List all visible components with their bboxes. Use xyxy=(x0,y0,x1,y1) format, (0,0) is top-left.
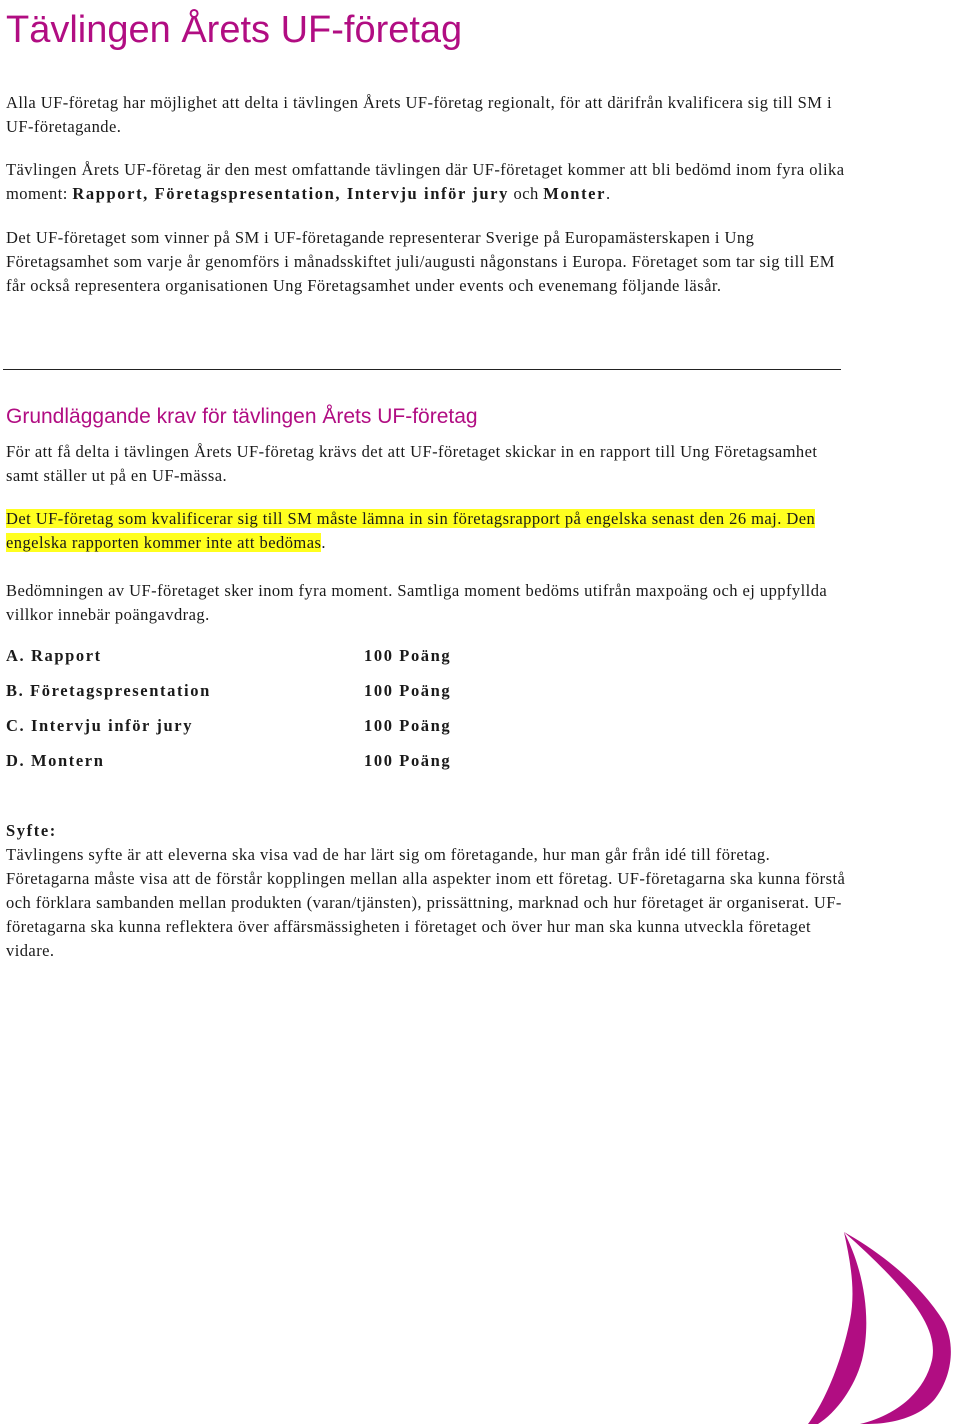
section-divider xyxy=(3,369,841,370)
score-row xyxy=(6,714,606,749)
requirements-paragraph: För att få delta i tävlingen Årets UF-företag krävs det att UF-företaget skickar in en rapport till Ung Företagsamhet samt ställer ut på en UF-mässa. xyxy=(6,442,818,485)
score-label: A. Rapport xyxy=(6,646,102,665)
intro-paragraph-2-text: Tävlingen Årets UF-företag är den mest omfattande tävlingen där UF-företaget kommer att bli bedömd inom fyra olika moment: xyxy=(6,160,845,203)
intro-section xyxy=(6,91,846,317)
score-label: B. Företagspresentation xyxy=(6,681,211,700)
moments-bold-list: Rapport, Företagspresentation, Intervju inför jury xyxy=(72,184,509,203)
intro-paragraph-2 xyxy=(6,158,846,206)
purpose-text: Tävlingens syfte är att eleverna ska visa vad de har lärt sig om företagande, hur man går från idé till företag. Företagarna måste visa att de förstår kopplingen mellan alla aspekter inom ett företag. UF-företagarna ska kunna förstå och förklara sambanden mellan produkten (varan/tjänsten), prissättning, marknad och hur företaget är organiserat. UF-företagarna ska kunna reflektera över affärsmässigheten i företaget och över hur man ska kunna utveckla företaget vidare. xyxy=(6,845,846,960)
highlighted-text: Det UF-företag som kvalificerar sig till SM måste lämna in sin företagsrapport på engelska senast den 26 maj. Den engelska rapporten kommer inte att bedömas xyxy=(6,509,816,552)
intro-paragraph-1: Alla UF-företag har möjlighet att delta i tävlingen Årets UF-företag regionalt, för att därifrån kvalificera sig till SM i UF-företagande. xyxy=(6,93,833,136)
highlighted-text-end: . xyxy=(321,533,326,552)
english-report-notice xyxy=(6,507,846,555)
score-points: 100 Poäng xyxy=(364,716,452,735)
assessment-paragraph: Bedömningen av UF-företaget sker inom fyra moment. Samtliga moment bedöms utifrån maxpoäng och ej uppfyllda villkor innebär poängavdrag. xyxy=(6,581,828,624)
page-title: Tävlingen Årets UF-företag xyxy=(6,9,463,51)
score-label: D. Montern xyxy=(6,751,105,770)
score-row xyxy=(6,679,606,714)
score-label: C. Intervju inför jury xyxy=(6,716,194,735)
score-points: 100 Poäng xyxy=(364,751,452,770)
requirements-section xyxy=(6,440,846,627)
score-row xyxy=(6,644,606,679)
purpose-section xyxy=(6,819,846,963)
score-list xyxy=(6,644,606,784)
purpose-heading: Syfte: xyxy=(6,821,57,840)
logo-swoosh-inner xyxy=(808,1232,866,1424)
uf-logo-mark xyxy=(806,1210,956,1425)
score-points: 100 Poäng xyxy=(364,681,452,700)
intro-paragraph-2-och: och xyxy=(508,184,544,203)
intro-paragraph-2-end: . xyxy=(606,184,611,203)
requirements-heading: Grundläggande krav för tävlingen Årets UF-företag xyxy=(6,405,478,428)
score-row xyxy=(6,749,606,784)
score-points: 100 Poäng xyxy=(364,646,452,665)
moment-monter: Monter xyxy=(543,184,607,203)
intro-paragraph-3: Det UF-företaget som vinner på SM i UF-företagande representerar Sverige på Europamästerskapen i Ung Företagsamhet som varje år genomförs i månadsskiftet juli/augusti någonstans i Europa. Företaget som tar sig till EM får också representera organisationen Ung Företagsamhet under events och evenemang följande läsår. xyxy=(6,228,835,295)
